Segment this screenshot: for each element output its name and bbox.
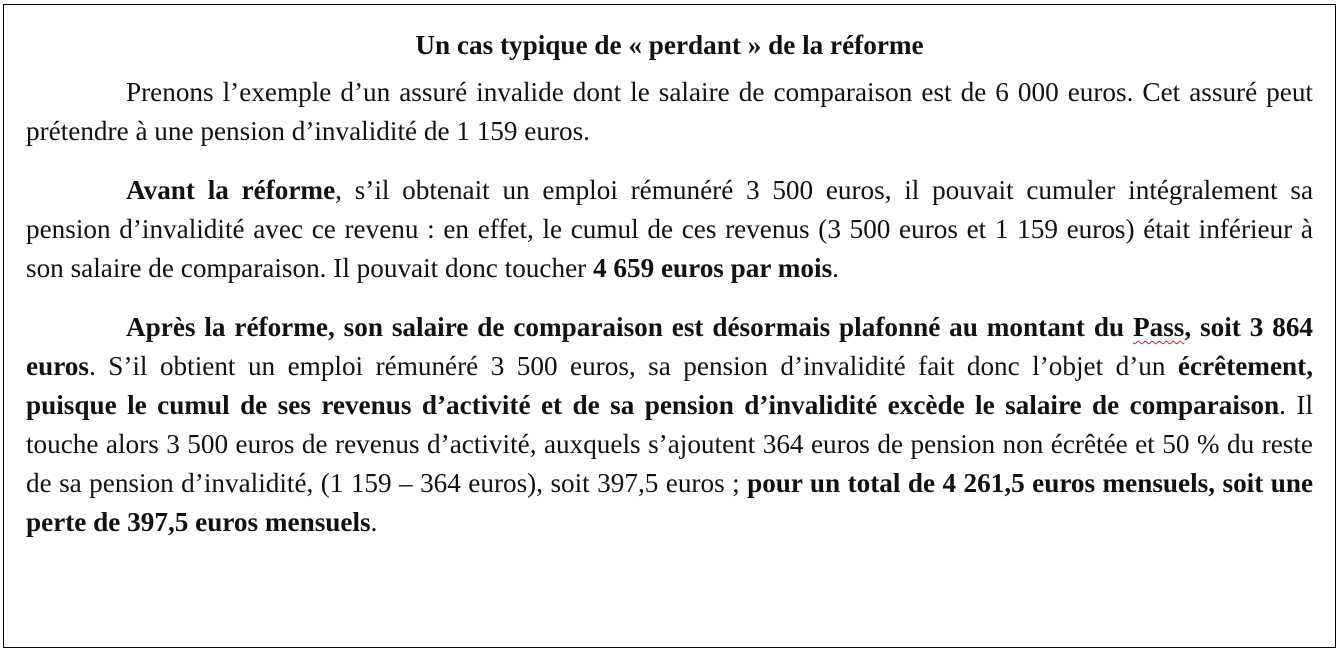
before-reform-text: , s’il obtenait un emploi rémunéré 3 500 euros, il pouvait cumuler intégralement sa pension d’invalidité avec ce revenu : en effet, le cumul de ces revenus (3 500 euros et 1 159 euros) était inférieur à son salaire de comparaison. Il pouvait donc toucher [26,175,1314,283]
before-reform-end: . [832,253,839,283]
after-reform-text: . S’il obtient un emploi rémunéré 3 500 euros, sa pension d’invalidité fait donc l’objet d’un [88,351,1178,381]
before-reform-total: 4 659 euros par mois [592,253,833,283]
pass-term: Pass [1133,312,1185,342]
ecretement-explanation: écrêtement, puisque le cumul de ses revenus d’activité et de sa pension d’invalidité excède le salaire de comparaison [26,351,1313,420]
paragraph-before-reform [26,171,1313,288]
after-reform-end: . [370,507,378,537]
paragraph-after-reform [26,308,1313,542]
after-reform-ceiling: , soit 3 864 euros [26,312,1314,381]
after-reform-calculation: . Il touche alors 3 500 euros de revenus d’activité, auxquels s’ajoutent 364 euros de pension non écrêtée et 50 % du reste de sa pension d’invalidité, (1 159 – 364 euros), soit 397,5 euros ; [26,390,1313,498]
after-reform-heading: Après la réforme, son salaire de comparaison est désormais plafonné au montant du [126,312,1133,342]
paragraph-example-text: Prenons l’exemple d’un assuré invalide dont le salaire de comparaison est de 6 000 euros. Cet assuré peut prétendre à une pension d’invalidité de 1 159 euros. [26,77,1313,146]
boxed-insert [3,4,1336,648]
before-reform-heading: Avant la réforme [126,175,336,205]
after-reform-total-loss: pour un total de 4 261,5 euros mensuels, soit une perte de 397,5 euros mensuels [26,468,1314,537]
paragraph-example [26,73,1313,151]
box-title: Un cas typique de « perdant » de la réforme [415,30,924,60]
